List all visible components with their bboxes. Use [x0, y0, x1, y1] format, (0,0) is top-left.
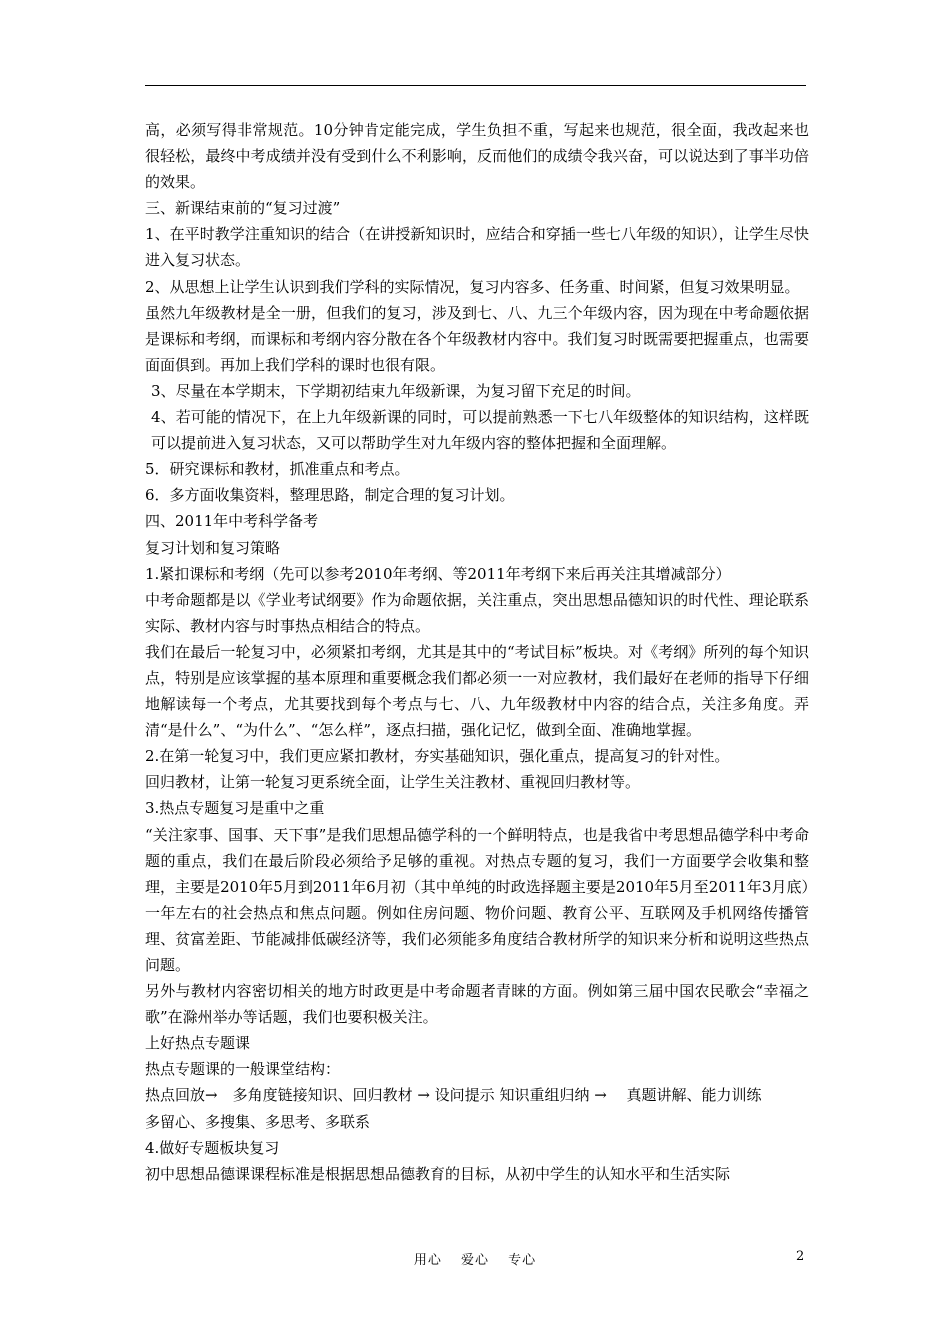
paragraph: 3、尽量在本学期末，下学期初结束九年级新课，为复习留下充足的时间。	[151, 381, 641, 400]
paragraph: 2.在第一轮复习中，我们更应紧扣教材，夯实基础知识，强化重点，提高复习的针对性。	[145, 747, 730, 766]
paragraph: “关注家事、国事、天下事”是我们思想品德学科的一个鲜明特点，也是我省中考思想品德学科中考命题的重点，我们在最后阶段必须给予足够的重视。对热点专题的复习，我们一方面要学会收集和整理，主要是2010年5月到2011年6月初（其中单纯的时政选择题主要是2010年5月至2011年3月底）一年左右的社会热点和焦点问题。例如住房问题、物价问题、教育公平、互联网及手机网络传播管理、贫富差距、节能减排低碳经济等，我们必须能多角度结合教材所学的知识来分析和说明这些热点问题。	[145, 825, 809, 974]
section-heading: 三、新课结束前的“复习过渡”	[145, 199, 341, 218]
paragraph: 2、从思想上让学生认识到我们学科的实际情况，复习内容多、任务重、时间紧，但复习效果明显。	[145, 277, 800, 296]
paragraph: 热点回放→ 多角度链接知识、回归教材 → 设问提示 知识重组归纳 → 真题讲解、能力训练	[145, 1086, 762, 1105]
paragraph: 热点专题课的一般课堂结构：	[145, 1060, 341, 1079]
footer-motto: 用心 爱心 专心	[413, 1253, 537, 1268]
paragraph: 高，必须写得非常规范。10分钟肯定能完成，学生负担不重，写起来也规范，很全面，我改起来也很轻松，最终中考成绩并没有受到什么不利影响，反而他们的成绩令我兴奋，可以说达到了事半功倍的效果。	[145, 121, 809, 192]
page-footer	[0, 1249, 950, 1271]
paragraph: 回归教材，让第一轮复习更系统全面，让学生关注教材、重视回归教材等。	[145, 773, 641, 792]
paragraph: 6．多方面收集资料，整理思路，制定合理的复习计划。	[145, 486, 515, 505]
page-number: 2	[796, 1249, 805, 1264]
subheading: 4.做好专题板块复习	[145, 1138, 280, 1157]
paragraph: 另外与教材内容密切相关的地方时政更是中考命题者青睐的方面。例如第三届中国农民歌会“幸福之歌”在滁州举办等话题，我们也要积极关注。	[145, 982, 809, 1027]
paragraph: 多留心、多搜集、多思考、多联系	[145, 1112, 371, 1131]
paragraph: 我们在最后一轮复习中，必须紧扣考纲，尤其是其中的“考试目标”板块。对《考纲》所列的每个知识点，特别是应该掌握的基本原理和重要概念我们都必须一一对应教材，我们最好在老师的指导下仔细地解读每一个考点，尤其要找到每个考点与七、八、九年级教材中内容的结合点，关注多角度。弄清“是什么”、“为什么”、“怎么样”，逐点扫描，强化记忆，做到全面、准确地掌握。	[145, 642, 809, 740]
document-body	[145, 117, 809, 1187]
section-heading: 四、2011年中考科学备考	[145, 512, 319, 531]
paragraph: 5．研究课标和教材，抓准重点和考点。	[145, 460, 410, 479]
subheading: 复习计划和复习策略	[145, 538, 281, 557]
paragraph: 1、在平时教学注重知识的结合（在讲授新知识时，应结合和穿插一些七八年级的知识），让学生尽快进入复习状态。	[145, 225, 809, 270]
paragraph: 1.紧扣课标和考纲（先可以参考2010年考纲、等2011年考纲下来后再关注其增减部分）	[145, 564, 731, 583]
paragraph: 初中思想品德课课程标准是根据思想品德教育的目标，从初中学生的认知水平和生活实际	[145, 1164, 731, 1183]
paragraph: 3.热点专题复习是重中之重	[145, 799, 325, 818]
paragraph: 中考命题都是以《学业考试纲要》作为命题依据，关注重点，突出思想品德知识的时代性、理论联系实际、教材内容与时事热点相结合的特点。	[145, 590, 809, 635]
paragraph: 虽然九年级教材是全一册，但我们的复习，涉及到七、八、九三个年级内容，因为现在中考命题依据是课标和考纲，而课标和考纲内容分散在各个年级教材内容中。我们复习时既需要把握重点，也需要面面俱到。再加上我们学科的课时也很有限。	[145, 303, 809, 374]
header-rule	[145, 85, 806, 86]
paragraph: 4、若可能的情况下，在上九年级新课的同时，可以提前熟悉一下七八年级整体的知识结构，这样既可以提前进入复习状态，又可以帮助学生对九年级内容的整体把握和全面理解。	[151, 408, 809, 453]
subheading: 上好热点专题课	[145, 1034, 251, 1053]
